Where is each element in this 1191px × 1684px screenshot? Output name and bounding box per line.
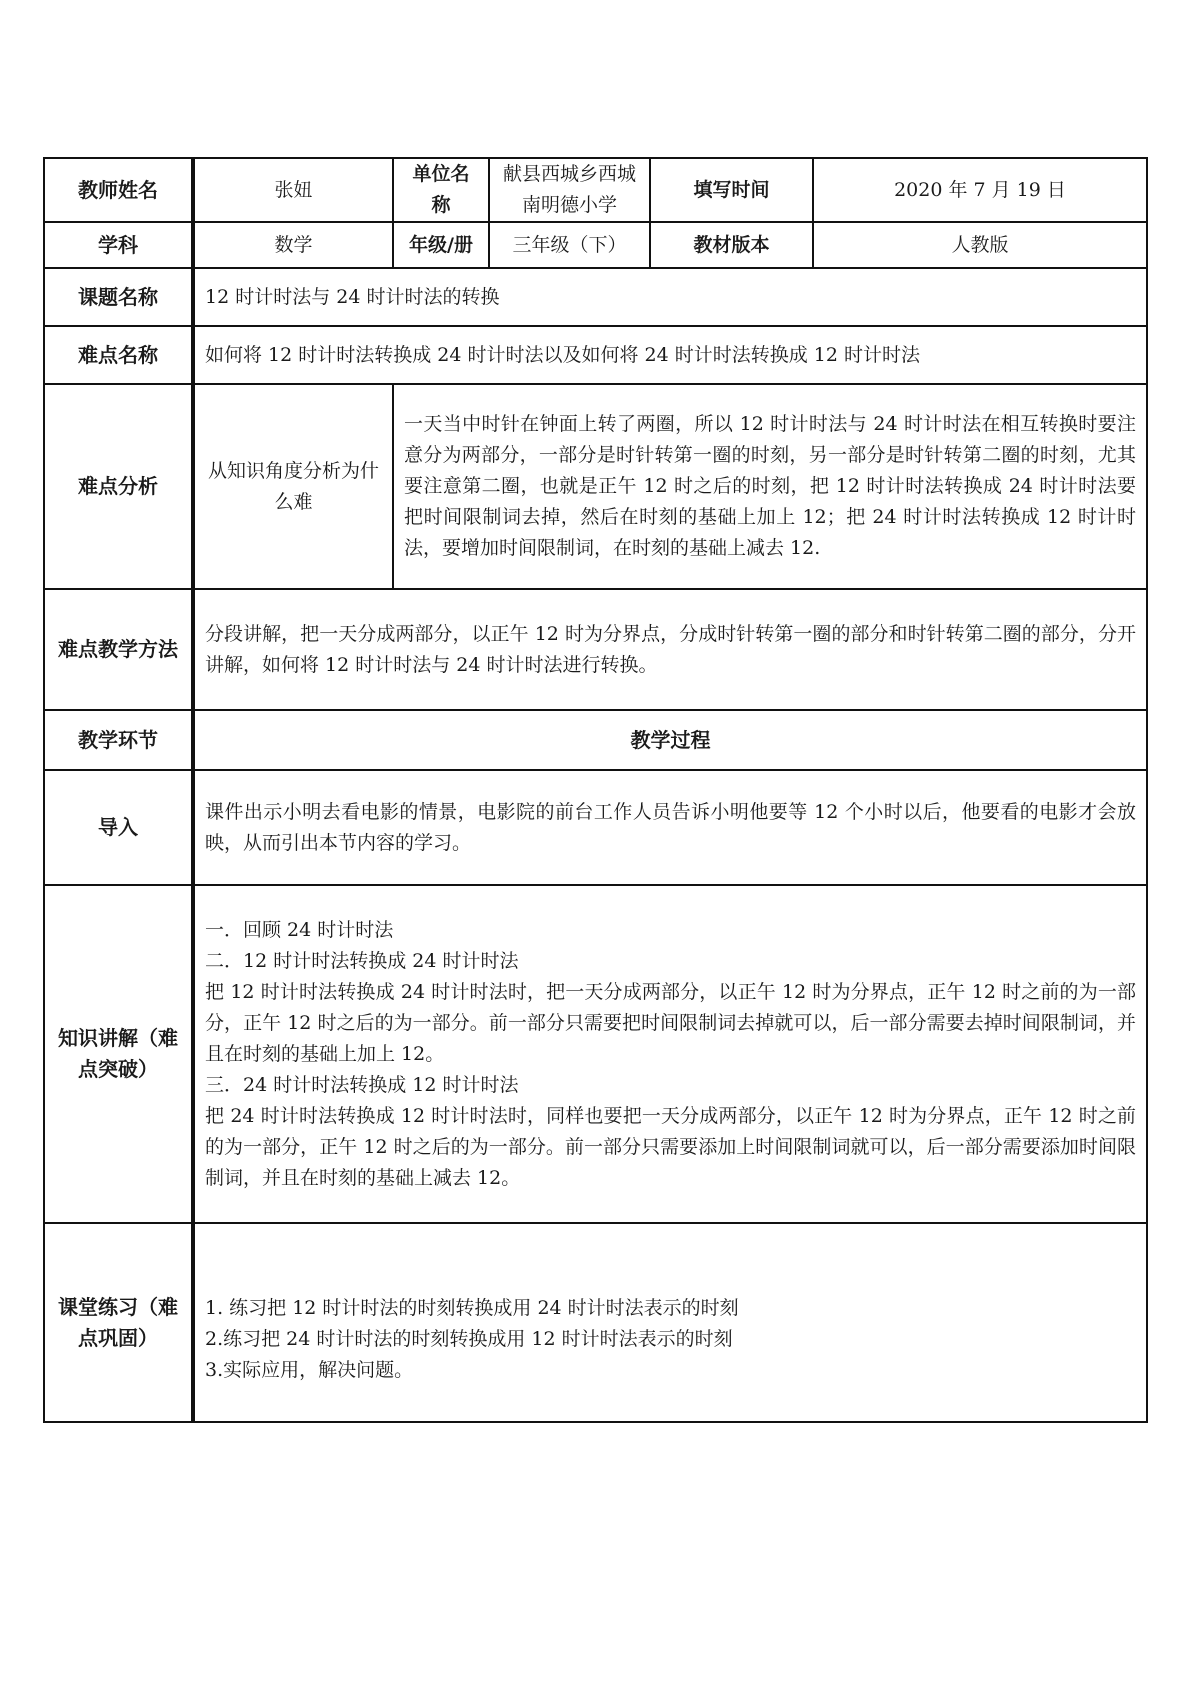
knowledge-line: 把 24 时计时法转换成 12 时计时法时，同样也要把一天分成两部分，以正午 12 时为分界点，正午 12 时之前的为一部分，正午 12 时之后的为一部分。前一部分只需要添加上时间限制词就可以，后一部分需要添加时间限制词，并且在时刻的基础上减去 12。	[205, 1104, 1136, 1189]
grade-value: 三年级（下）	[489, 222, 650, 268]
teaching-method-value: 分段讲解，把一天分成两部分，以正午 12 时为分界点，分成时针转第一圈的部分和时针转第二圈的部分，分开讲解，如何将 12 时计时法与 24 时计时法进行转换。	[193, 589, 1147, 710]
topic-row	[44, 268, 1147, 326]
lesson-plan-table	[43, 157, 1148, 1423]
difficulty-name-row	[44, 326, 1147, 384]
intro-row	[44, 770, 1147, 885]
practice-line: 1. 练习把 12 时计时法的时刻转换成用 24 时计时法表示的时刻	[205, 1297, 739, 1319]
teacher-name-label: 教师姓名	[44, 158, 193, 222]
difficulty-analysis-label: 难点分析	[44, 384, 193, 589]
difficulty-analysis-sublabel: 从知识角度分析为什么难	[193, 384, 393, 589]
teaching-method-label: 难点教学方法	[44, 589, 193, 710]
topic-label: 课题名称	[44, 268, 193, 326]
intro-label: 导入	[44, 770, 193, 885]
teacher-name-value: 张妞	[193, 158, 393, 222]
knowledge-line: 三．24 时计时法转换成 12 时计时法	[205, 1073, 519, 1096]
knowledge-row	[44, 885, 1147, 1223]
edition-value: 人教版	[813, 222, 1147, 268]
difficulty-name-value: 如何将 12 时计时法转换成 24 时计时法以及如何将 24 时计时法转换成 12 时计时法	[193, 326, 1147, 384]
practice-line: 2.练习把 24 时计时法的时刻转换成用 12 时计时法表示的时刻	[205, 1328, 733, 1350]
knowledge-line: 一．回顾 24 时计时法	[205, 918, 394, 941]
header-row-2	[44, 222, 1147, 268]
difficulty-analysis-value: 一天当中时针在钟面上转了两圈，所以 12 时计时法与 24 时计时法在相互转换时要注意分为两部分，一部分是时针转第一圈的时刻，另一部分是时针转第二圈的时刻，尤其要注意第二圈，也就是正午 12 时之后的时刻，把 12 时计时法转换成 24 时计时法要把时间限制词去掉，然后在时刻的基础上加上 12；把 24 时计时法转换成 12 时计时法，要增加时间限制词，在时刻的基础上减去 12.	[393, 384, 1147, 589]
date-value: 2020 年 7 月 19 日	[813, 158, 1147, 222]
practice-content	[193, 1223, 1147, 1422]
teaching-method-row	[44, 589, 1147, 710]
section-header-label: 教学环节	[44, 710, 193, 770]
subject-label: 学科	[44, 222, 193, 268]
section-header-value: 教学过程	[193, 710, 1147, 770]
practice-row	[44, 1223, 1147, 1422]
header-row-1	[44, 158, 1147, 222]
edition-label: 教材版本	[650, 222, 813, 268]
grade-label: 年级/册	[393, 222, 489, 268]
unit-value: 献县西城乡西城南明德小学	[489, 158, 650, 222]
subject-value: 数学	[193, 222, 393, 268]
practice-line: 3.实际应用，解决问题。	[205, 1359, 414, 1381]
topic-value: 12 时计时法与 24 时计时法的转换	[193, 268, 1147, 326]
unit-label: 单位名称	[393, 158, 489, 222]
knowledge-content	[193, 885, 1147, 1223]
knowledge-line: 把 12 时计时法转换成 24 时计时法时，把一天分成两部分，以正午 12 时为分界点，正午 12 时之前的为一部分，正午 12 时之后的为一部分。前一部分只需要把时间限制词去掉就可以，后一部分需要去掉时间限制词，并且在时刻的基础上加上 12。	[205, 980, 1136, 1065]
section-header-row	[44, 710, 1147, 770]
date-label: 填写时间	[650, 158, 813, 222]
difficulty-name-label: 难点名称	[44, 326, 193, 384]
intro-value: 课件出示小明去看电影的情景，电影院的前台工作人员告诉小明他要等 12 个小时以后，他要看的电影才会放映，从而引出本节内容的学习。	[193, 770, 1147, 885]
knowledge-line: 二．12 时计时法转换成 24 时计时法	[205, 949, 519, 972]
difficulty-analysis-row	[44, 384, 1147, 589]
practice-label: 课堂练习（难点巩固）	[44, 1223, 193, 1422]
knowledge-label: 知识讲解（难点突破）	[44, 885, 193, 1223]
